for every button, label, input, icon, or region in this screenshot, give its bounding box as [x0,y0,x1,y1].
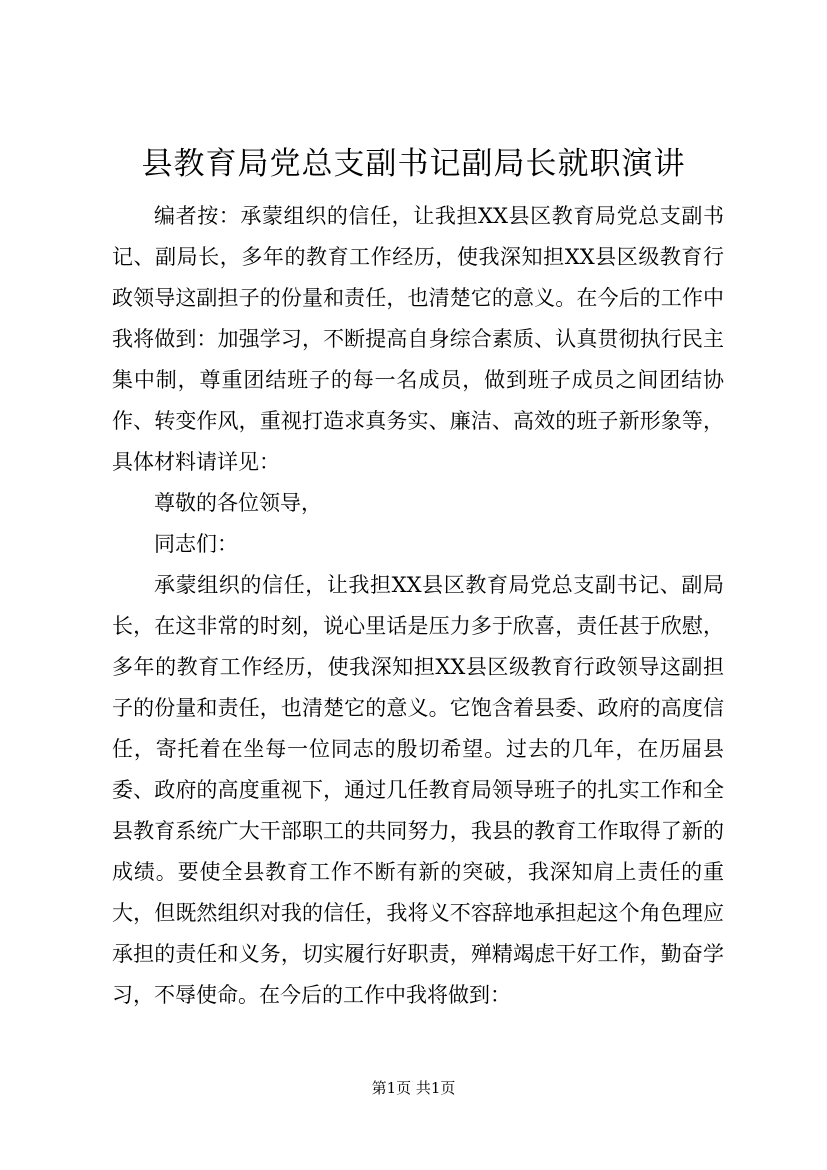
salutation-comrades: 同志们： [154,532,238,556]
speech-paragraph: 承蒙组织的信任，让我担XX县区教育局党总支副书记、副局长，在这非常的时刻，说心里话是压力多于欣喜，责任甚于欣慰，多年的教育工作经历，使我深知担XX县区级教育行政领导这副担子的份量和责任，也清楚它的意义。它饱含着县委、政府的高度信任，寄托着在坐每一位同志的殷切希望。过去的几年，在历届县委、政府的高度重视下，通过几任教育局领导班子的扎实工作和全县教育系统广大干部职工的共同努力，我县的教育工作取得了新的成绩。要使全县教育工作不断有新的突破，我深知肩上责任的重大，但既然组织对我的信任，我将义不容辞地承担起这个角色理应承担的责任和义务，切实履行好职责，殚精竭虑干好工作，勤奋学习，不辱使命。在今后的工作中我将做到： [112,573,724,1007]
document-title: 县教育局党总支副书记副局长就职演讲 [141,146,686,182]
salutation-leaders: 尊敬的各位领导， [154,491,322,515]
editor-note-paragraph: 编者按：承蒙组织的信任，让我担XX县区教育局党总支副书记、副局长，多年的教育工作经历，使我深知担XX县区级教育行政领导这副担子的份量和责任，也清楚它的意义。在今后的工作中我将做到：加强学习，不断提高自身综合素质、认真贯彻执行民主集中制，尊重团结班子的每一名成员，做到班子成员之间团结协作、转变作风，重视打造求真务实、廉洁、高效的班子新形象等，具体材料请详见： [112,204,724,474]
page-footer: 第1页 共1页 [371,1079,456,1097]
document-body [112,196,724,1016]
